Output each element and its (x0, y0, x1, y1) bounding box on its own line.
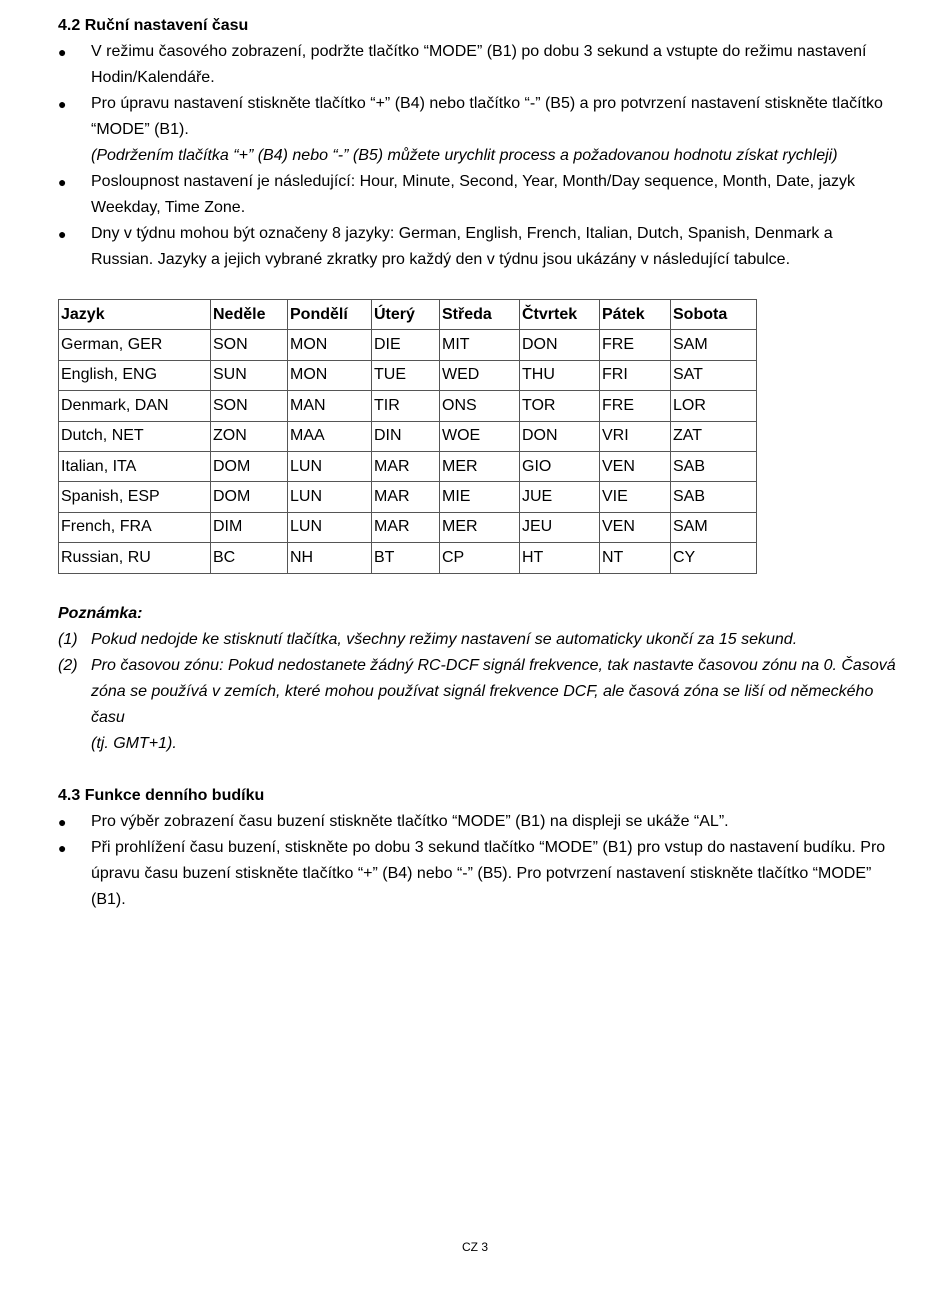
bullet-item (58, 91, 898, 143)
table-cell: Russian, RU (59, 543, 211, 573)
bullet-item (58, 39, 898, 91)
table-row (59, 360, 757, 390)
bullet-text: Pro úpravu nastavení stiskněte tlačítko “+” (B4) nebo tlačítko “-” (B5) a pro potvrzení nastavení stiskněte tlačítko “MODE” (B1). (91, 95, 883, 138)
bullet-text: Dny v týdnu mohou být označeny 8 jazyky: German, English, French, Italian, Dutch, Spanish, Denmark a Russian. Jazyky a jejich vybrané zkratky pro každý den v týdnu jsou ukázány v následující tabulce. (91, 225, 833, 268)
table-cell: German, GER (59, 330, 211, 360)
table-cell: SAM (671, 512, 757, 542)
table-cell: DON (520, 330, 600, 360)
table-row (59, 421, 757, 451)
table-header-cell: Pátek (600, 300, 671, 330)
bullet-text: Pro výběr zobrazení času buzení stiskněte tlačítko “MODE” (B1) na displeji se ukáže “AL”. (91, 813, 729, 830)
table-header-cell: Úterý (372, 300, 440, 330)
table-cell: Italian, ITA (59, 451, 211, 481)
table-cell: MER (440, 451, 520, 481)
table-cell: SON (211, 391, 288, 421)
bullet-item (58, 169, 898, 221)
table-cell: SAB (671, 451, 757, 481)
table-row (59, 482, 757, 512)
table-cell: SAM (671, 330, 757, 360)
note-text: Pokud nedojde ke stisknutí tlačítka, všechny režimy nastavení se automaticky ukončí za 15 sekund. (91, 631, 798, 648)
table-cell: DIE (372, 330, 440, 360)
table-cell: ONS (440, 391, 520, 421)
section-heading-4-3: 4.3 Funkce denního budíku (58, 787, 265, 804)
note-number: (2) (58, 657, 78, 674)
table-cell: VRI (600, 421, 671, 451)
table-cell: FRE (600, 391, 671, 421)
table-cell: Dutch, NET (59, 421, 211, 451)
table-cell: VEN (600, 512, 671, 542)
table-header-cell: Jazyk (59, 300, 211, 330)
table-cell: VIE (600, 482, 671, 512)
table-cell: LUN (288, 451, 372, 481)
bullet-item (58, 809, 898, 835)
note-number: (1) (58, 631, 78, 648)
table-cell: MON (288, 360, 372, 390)
bullet-item (58, 835, 898, 913)
table-header-cell: Čtvrtek (520, 300, 600, 330)
table-cell: SAT (671, 360, 757, 390)
bullet-text: Posloupnost nastavení je následující: Hour, Minute, Second, Year, Month/Day sequence, Month, Date, jazyk Weekday, Time Zone. (91, 173, 856, 216)
table-cell: Denmark, DAN (59, 391, 211, 421)
table-cell: LOR (671, 391, 757, 421)
bullet-icon: ● (58, 814, 67, 830)
page-number: CZ 3 (461, 1240, 488, 1254)
table-header-row (59, 300, 757, 330)
table-cell: MON (288, 330, 372, 360)
italic-note-line (58, 143, 898, 169)
notes-title: Poznámka: (58, 605, 143, 622)
weekday-language-table (58, 299, 757, 574)
bullet-item (58, 221, 898, 273)
table-header-cell: Pondělí (288, 300, 372, 330)
table-cell: DOM (211, 482, 288, 512)
table-cell: TIR (372, 391, 440, 421)
note-item (58, 653, 898, 757)
table-row (59, 391, 757, 421)
table-cell: HT (520, 543, 600, 573)
table-cell: JEU (520, 512, 600, 542)
table-cell: ZON (211, 421, 288, 451)
table-row (59, 543, 757, 573)
table-cell: MAR (372, 512, 440, 542)
table-cell: BT (372, 543, 440, 573)
table-cell: DIM (211, 512, 288, 542)
note-item (58, 627, 898, 653)
table-cell: TUE (372, 360, 440, 390)
table-cell: VEN (600, 451, 671, 481)
bullet-icon: ● (58, 44, 67, 60)
table-cell: THU (520, 360, 600, 390)
bullet-text: V režimu časového zobrazení, podržte tlačítko “MODE” (B1) po dobu 3 sekund a vstupte do režimu nastavení Hodin/Kalendáře. (91, 43, 867, 86)
table-cell: JUE (520, 482, 600, 512)
table-cell: English, ENG (59, 360, 211, 390)
table-header-cell: Sobota (671, 300, 757, 330)
table-cell: CP (440, 543, 520, 573)
table-cell: MER (440, 512, 520, 542)
table-cell: DIN (372, 421, 440, 451)
note-text: Pro časovou zónu: Pokud nedostanete žádný RC-DCF signál frekvence, tak nastavte časovou zónu na 0. Časová zóna se používá v zemích, které mohou používat signál frekvence DCF, ale časová zóna se liší od německého času (91, 657, 896, 726)
table-cell: MAA (288, 421, 372, 451)
bullet-icon: ● (58, 226, 67, 242)
table-cell: WOE (440, 421, 520, 451)
table-cell: LUN (288, 482, 372, 512)
table-cell: WED (440, 360, 520, 390)
table-cell: DON (520, 421, 600, 451)
table-cell: GIO (520, 451, 600, 481)
table-cell: MAR (372, 451, 440, 481)
table-cell: ZAT (671, 421, 757, 451)
table-cell: NH (288, 543, 372, 573)
table-cell: French, FRA (59, 512, 211, 542)
note-extra-text: (tj. GMT+1). (91, 735, 177, 752)
bullet-icon: ● (58, 840, 67, 856)
table-row (59, 512, 757, 542)
bullet-text: Při prohlížení času buzení, stiskněte po dobu 3 sekund tlačítko “MODE” (B1) pro vstup do nastavení budíku. Pro úpravu času buzení stiskněte tlačítko “+” (B4) nebo “-” (B5). Pro potvrzení nastavení stiskněte tlačítko “MODE” (B1). (91, 839, 886, 908)
table-header-cell: Neděle (211, 300, 288, 330)
table-cell: BC (211, 543, 288, 573)
table-cell: LUN (288, 512, 372, 542)
table-cell: MAR (372, 482, 440, 512)
bullet-icon: ● (58, 174, 67, 190)
table-cell: MIE (440, 482, 520, 512)
table-cell: FRI (600, 360, 671, 390)
table-cell: MAN (288, 391, 372, 421)
table-cell: SON (211, 330, 288, 360)
table-cell: TOR (520, 391, 600, 421)
bullet-icon: ● (58, 96, 67, 112)
section-heading-4-2: 4.2 Ruční nastavení času (58, 17, 249, 34)
table-cell: DOM (211, 451, 288, 481)
table-cell: SUN (211, 360, 288, 390)
table-cell: NT (600, 543, 671, 573)
table-row (59, 451, 757, 481)
table-cell: Spanish, ESP (59, 482, 211, 512)
table-header-cell: Středa (440, 300, 520, 330)
table-cell: SAB (671, 482, 757, 512)
italic-note-text: (Podržením tlačítka “+” (B4) nebo “-” (B5) můžete urychlit process a požadovanou hodnotu získat rychleji) (91, 147, 838, 164)
table-cell: CY (671, 543, 757, 573)
table-cell: FRE (600, 330, 671, 360)
table-row (59, 330, 757, 360)
table-cell: MIT (440, 330, 520, 360)
